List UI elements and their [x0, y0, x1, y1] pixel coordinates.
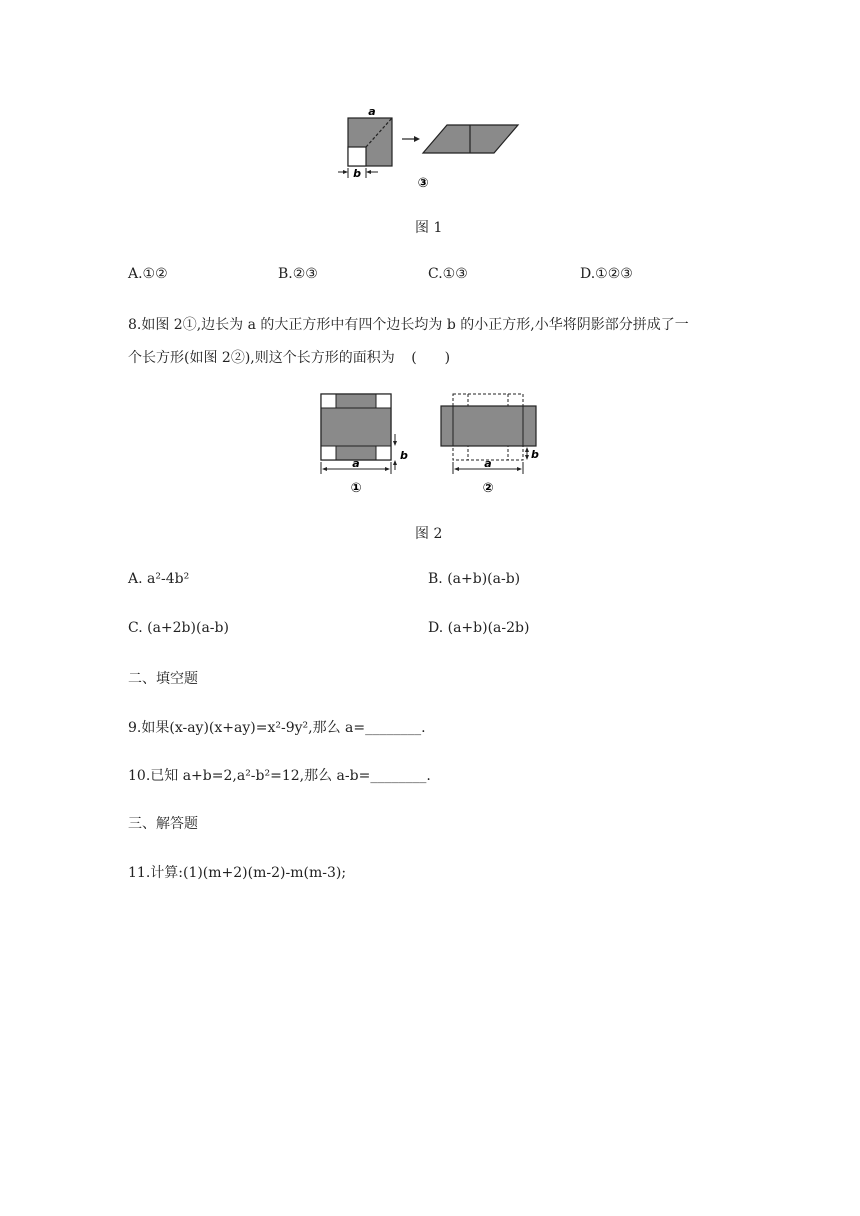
- question-11: 11.计算:(1)(m+2)(m-2)-m(m-3);: [128, 865, 347, 881]
- q8-text-line2-body: 个长方形(如图 2②),则这个长方形的面积为: [128, 350, 395, 366]
- section-heading-solve: 三、解答题: [128, 816, 198, 832]
- q8-option-b: B. (a+b)(a-b): [428, 571, 521, 587]
- q8-option-d: D. (a+b)(a-2b): [428, 620, 530, 636]
- q7-option-a: A.①②: [128, 266, 168, 282]
- figure-1: [330, 100, 530, 190]
- fig1-small-square: [348, 147, 366, 166]
- q8-answer-paren: ( ): [411, 350, 451, 366]
- question-9: 9.如果(x-ay)(x+ay)=x²-9y²,那么 a=________.: [128, 720, 426, 736]
- fig2-label-2: ②: [482, 481, 494, 496]
- fig2-label-a2: a: [484, 457, 492, 470]
- q8-option-c: C. (a+2b)(a-b): [128, 620, 229, 636]
- fig2-label-b1: b: [400, 449, 408, 462]
- q8-option-a: A. a²-4b²: [128, 571, 190, 587]
- fig2-label-b2: b: [531, 448, 539, 461]
- figure-2-caption: 图 2: [415, 526, 443, 542]
- question-10: 10.已知 a+b=2,a²-b²=12,那么 a-b=________.: [128, 768, 431, 784]
- fig1-label-a: a: [368, 105, 376, 118]
- fig2-label-1: ①: [350, 481, 362, 496]
- fig2-label-a1: a: [352, 457, 360, 470]
- section-heading-fill-in: 二、填空题: [128, 671, 198, 687]
- figure-1-caption: 图 1: [415, 220, 443, 236]
- q8-text-line2: [128, 347, 450, 367]
- q7-option-d: D.①②③: [580, 266, 633, 282]
- q8-text-line1: 8.如图 2①,边长为 a 的大正方形中有四个边长均为 b 的小正方形,小华将阴影部分拼成了一: [128, 317, 689, 333]
- fig1-label-b: b: [353, 167, 361, 180]
- fig2-rectangle: [441, 406, 536, 446]
- fig1-label-3: ③: [417, 176, 429, 190]
- q7-option-b: B.②③: [278, 266, 318, 282]
- figure-2: [312, 384, 552, 500]
- q7-option-c: C.①③: [428, 266, 468, 282]
